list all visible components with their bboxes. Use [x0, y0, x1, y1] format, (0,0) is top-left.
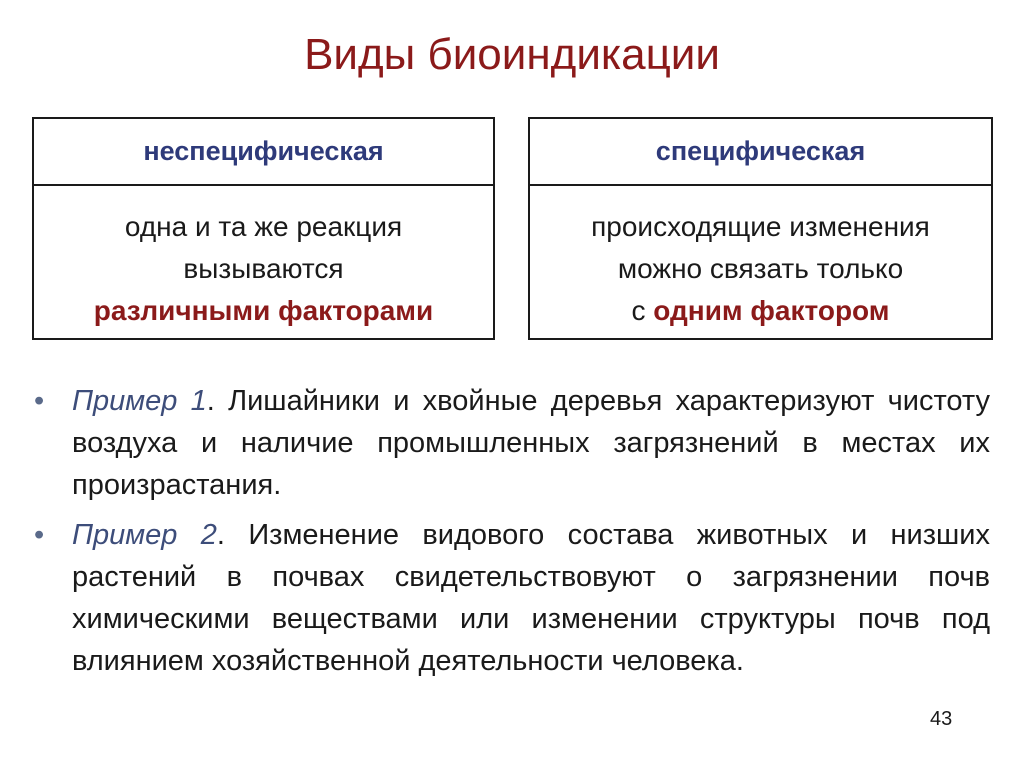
example-text: Лишайники и хвойные деревья характеризуют чистоту воздуха и наличие промышленных загрязнений в местах их произрастания. [72, 385, 991, 501]
nonspecific-box [32, 117, 495, 340]
nonspecific-body [34, 186, 493, 332]
nonspecific-line-2: вызываются [183, 253, 344, 284]
examples-list [34, 380, 990, 690]
specific-header: специфическая [530, 119, 991, 186]
specific-body [530, 186, 991, 332]
example-label: Пример 1 [72, 385, 207, 417]
example-item-1: • Пример 1. Лишайники и хвойные деревья характеризуют чистоту воздуха и наличие промышленных загрязнений в местах их произрастания. [34, 380, 990, 506]
nonspecific-line-1: одна и та же реакция [124, 211, 403, 242]
example-text: Изменение видового состава животных и низших растений в почвах свидетельствовуют о загрязнении почв химическими веществами или изменении структуры почв под влиянием хозяйственной деятельности человека. [72, 519, 990, 677]
specific-line-3 [530, 290, 991, 332]
specific-highlight: одним фактором [653, 295, 890, 326]
page-number: 43 [930, 708, 953, 730]
example-label: Пример 2 [72, 519, 217, 551]
specific-line-1: происходящие изменения [591, 211, 930, 242]
specific-line-2: можно связать только [617, 253, 904, 284]
specific-prefix: с [631, 295, 646, 326]
nonspecific-header: неспецифическая [34, 119, 493, 186]
slide-title: Виды биоиндикации [304, 30, 720, 79]
bullet-icon: • [34, 385, 45, 417]
example-item-2: • Пример 2. Изменение видового состава животных и низших растений в почвах свидетельствовуют о загрязнении почв химическими веществами или изменении структуры почв под влиянием хозяйственной деятельности человека. [34, 514, 990, 682]
specific-box [528, 117, 993, 340]
bullet-icon: • [34, 519, 45, 551]
nonspecific-highlight: различными факторами [93, 295, 434, 326]
